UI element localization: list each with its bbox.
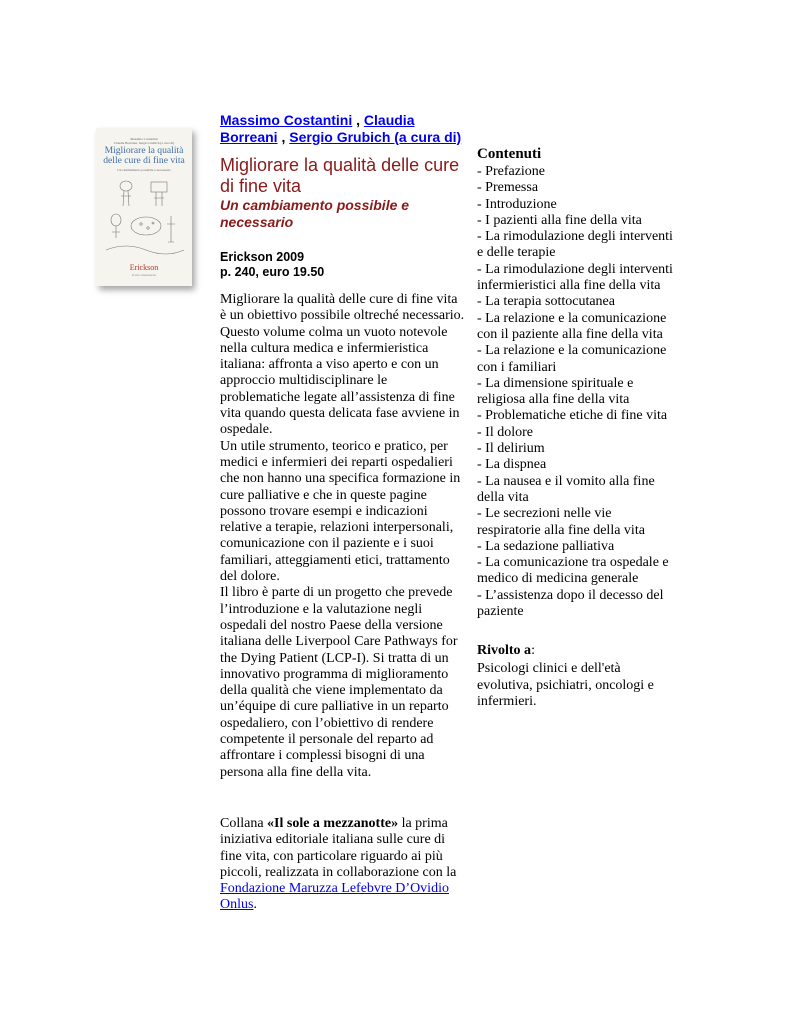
cover-subtitle: Un cambiamento possibile e necessario <box>117 168 171 172</box>
cover-title: Migliorare la qualità delle cure di fine vita <box>103 145 185 166</box>
toc-item: - Il dolore <box>477 424 533 440</box>
toc-item: - La rimodulazione degli interventi e delle terapie <box>477 229 673 261</box>
table-of-contents <box>477 164 677 620</box>
cover-illustration <box>96 176 192 262</box>
book-title: Migliorare la qualità delle cure di fine vita <box>220 155 460 196</box>
toc-item: - La dispnea <box>477 457 547 473</box>
cover-authors <box>96 137 192 145</box>
fondazione-link[interactable]: Fondazione Maruzza Lefebvre D’Ovidio Onlus <box>220 881 449 913</box>
book-cover-image <box>96 128 192 286</box>
toc-item: - Le secrezioni nelle vie respiratorie alla fine della vita <box>477 506 645 538</box>
toc-item: - La terapia sottocutanea <box>477 294 615 310</box>
collana-prefix: Collana <box>220 815 268 831</box>
toc-item: - La sedazione palliativa <box>477 538 615 554</box>
cover-authors-line1: Massimo Costantini <box>130 137 158 141</box>
author-link-borreani[interactable]: Claudia Borreani <box>220 112 415 145</box>
description-paragraph: Un utile strumento, teorico e pratico, per medici e infermieri dei reparti ospedalieri che non hanno una specifica formazione in cure palliative e che in queste pagine possono trovare esempi e indicazioni relative a terapie, relazioni interpersonali, comunicazione con il paziente e i suoi familiari, atteggiamenti etici, trattamento del dolore. <box>220 438 461 585</box>
contenuti-heading: Contenuti <box>477 146 542 162</box>
author-separator: , <box>352 112 364 128</box>
book-description <box>220 292 466 781</box>
book-details-column <box>220 112 466 914</box>
description-paragraph: Migliorare la qualità delle cure di fine vita è un obiettivo possibile oltreché necessario. <box>220 292 465 324</box>
book-subtitle: Un cambiamento possibile e necessario <box>220 197 410 230</box>
toc-item: - I pazienti alla fine della vita <box>477 212 642 228</box>
toc-item: - Premessa <box>477 180 539 196</box>
rivolto-text: Psicologi clinici e dell'età evolutiva, psichiatri, oncologi e infermieri. <box>477 661 654 709</box>
authors-line <box>220 112 466 145</box>
collana-text: la prima iniziativa editoriale italiana sulle cure di fine vita, con particolare riguardo ai più piccoli, realizzata in collaborazione con la <box>220 815 457 880</box>
collana-suffix: . <box>253 897 257 913</box>
cover-series: Il sole a mezzanotte <box>132 273 156 277</box>
cover-publisher: Erickson <box>129 263 159 272</box>
toc-item: - Il delirium <box>477 441 545 457</box>
toc-item: - L’assistenza dopo il decesso del paziente <box>477 587 664 620</box>
description-paragraph: Il libro è parte di un progetto che prevede l’introduzione e la valutazione negli ospedali del nostro Paese della versione italiana delle Liverpool Care Pathways for the Dying Patient (LCP-I). Si tratta di un innovativo programma di miglioramento della qualità che viene implementato da un’équipe di cure palliative in un reparto ospedaliero, con l’obiettivo di rendere competente il personale del reparto ad affrontare i complessi bisogni di una persona alla fine della vita. <box>220 585 458 780</box>
rivolto-colon: : <box>531 643 535 659</box>
toc-item: - La nausea e il vomito alla fine della vita <box>477 473 655 505</box>
toc-item: - La comunicazione tra ospedale e medico di medicina generale <box>477 555 669 587</box>
author-separator: , <box>277 128 290 145</box>
rivolto-label: Rivolto a <box>477 643 532 659</box>
author-link-grubich[interactable]: Sergio Grubich (a cura di) <box>289 128 462 145</box>
toc-item: - Prefazione <box>477 164 546 179</box>
pages-price: p. 240, euro 19.50 <box>220 265 325 279</box>
toc-item: - Introduzione <box>477 196 557 212</box>
toc-item: - La dimensione spirituale e religiosa alla fine della vita <box>477 375 634 408</box>
collana-name: «Il sole a mezzanotte» <box>267 815 399 831</box>
contents-column <box>477 146 677 710</box>
rivolto-heading <box>477 642 677 659</box>
author-link-costantini[interactable]: Massimo Costantini <box>220 112 353 128</box>
publisher-year: Erickson 2009 <box>220 250 305 264</box>
toc-item: - La relazione e la comunicazione con i familiari <box>477 343 667 375</box>
publication-info <box>220 250 466 280</box>
toc-item: - La rimodulazione degli interventi infermieristici alla fine della vita <box>477 261 673 294</box>
collana-note <box>220 816 466 914</box>
cover-authors-line2: Claudia Borreani, Sergio Grubich (a cura di) <box>113 141 175 145</box>
toc-item: - Problematiche etiche di fine vita <box>477 408 668 424</box>
toc-item: - La relazione e la comunicazione con il paziente alla fine della vita <box>477 310 667 342</box>
description-paragraph: Questo volume colma un vuoto notevole nella cultura medica e infermieristica italiana: affronta a viso aperto e con un approccio multidisciplinare le problematiche legate all’assistenza di fine vita quando questa delicata fase avviene in ospedale. <box>220 324 460 438</box>
